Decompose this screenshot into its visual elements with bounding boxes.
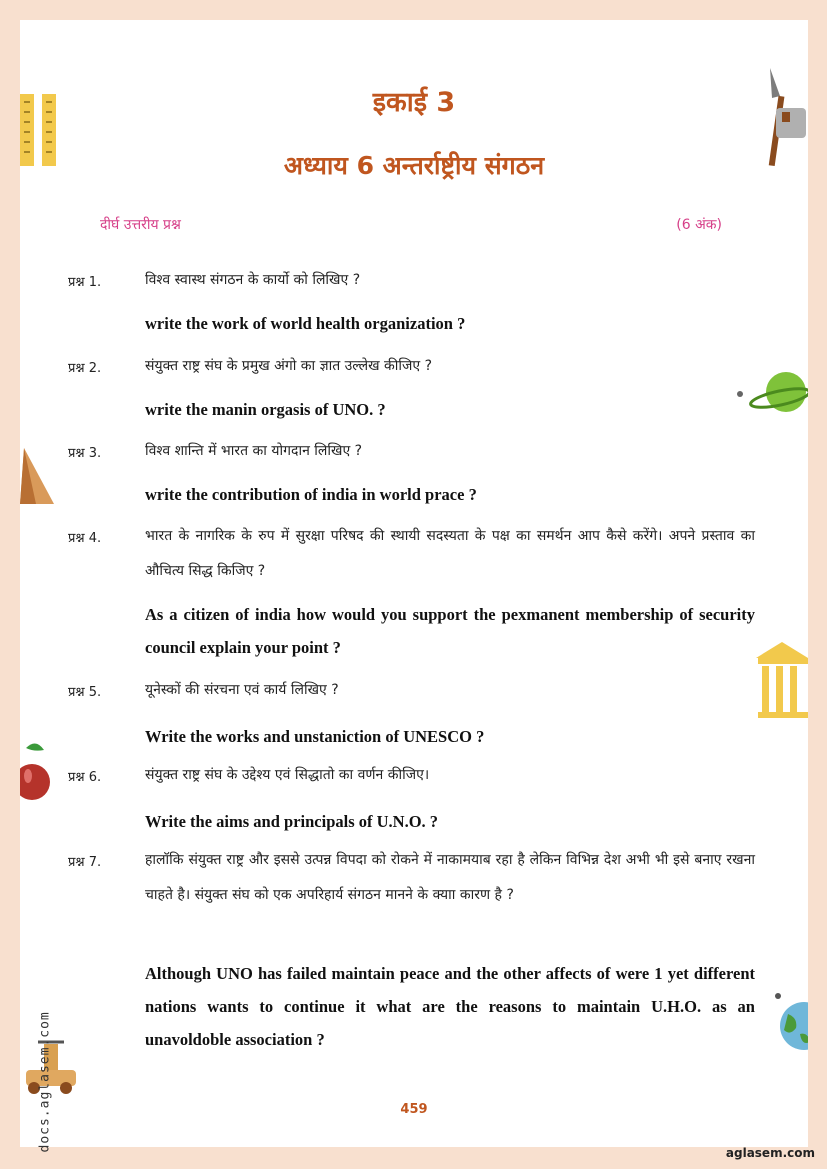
- page-number: 459: [400, 1102, 428, 1117]
- question-english: write the work of world health organization ?: [145, 314, 466, 333]
- question-1: [68, 272, 758, 342]
- question-english: As a citizen of india how would you support the pexmanent membership of security council explain your point ?: [145, 605, 755, 657]
- question-hindi: भारत के नागरिक के रुप में सुरक्षा परिषद की स्थायी सदस्यता के पक्ष का समर्थन आप कैसे करेंगे। अपने प्रस्ताव का औचित्य सिद्ध किजिए ?: [145, 528, 755, 579]
- question-hindi: संयुक्त राष्ट्र संघ के उद्देश्य एवं सिद्धातो का वर्णन कीजिए।: [145, 767, 430, 783]
- brand-link[interactable]: aglasem.com: [725, 1146, 815, 1160]
- question-number: प्रश्न 6.: [68, 770, 102, 785]
- question-hindi: विश्व शान्ति में भारत का योगदान लिखिए ?: [145, 443, 363, 459]
- question-english: Although UNO has failed maintain peace and the other affects of were 1 yet different nations wants to continue it what are the reasons to maintain U.H.O. as an unavoldoble association ?: [145, 964, 755, 1049]
- question-number: प्रश्न 2.: [68, 361, 102, 376]
- question-5: [68, 682, 758, 752]
- question-english: write the manin orgasis of UNO. ?: [145, 400, 386, 419]
- question-4: [68, 528, 758, 668]
- chapter-title: अध्याय 6 अन्तर्राष्ट्रीय संगठन: [283, 151, 545, 180]
- section-label: दीर्घ उत्तरीय प्रश्न: [100, 217, 181, 233]
- pyramid-icon: [20, 448, 56, 506]
- question-hindi: संयुक्त राष्ट्र संघ के प्रमुख अंगो का ज्ञात उल्लेख कीजिए ?: [145, 358, 433, 374]
- question-english: Write the works and unstaniction of UNESCO ?: [145, 727, 485, 746]
- question-3: [68, 443, 758, 513]
- question-hindi: यूनेस्कों की संरचना एवं कार्य लिखिए ?: [145, 682, 339, 698]
- side-watermark: docs.aglasem.com: [37, 1011, 53, 1153]
- question-number: प्रश्न 7.: [68, 855, 102, 870]
- unit-title: इकाई 3: [372, 87, 456, 118]
- question-english: Write the aims and principals of U.N.O. ?: [145, 812, 439, 831]
- apple-fruit-icon: [20, 740, 54, 808]
- question-2: [68, 358, 758, 428]
- question-7: [68, 852, 758, 1062]
- question-hindi: विश्व स्वास्थ संगठन के कार्यो को लिखिए ?: [145, 272, 361, 288]
- question-6: [68, 767, 758, 837]
- temple-columns-icon: [756, 642, 808, 718]
- marks-label: (6 अंक): [676, 217, 722, 233]
- globe-icon: [774, 992, 808, 1050]
- document-page: [20, 20, 808, 1147]
- question-english: write the contribution of india in world prace ?: [145, 485, 477, 504]
- question-number: प्रश्न 3.: [68, 446, 102, 461]
- question-hindi: हालॉकि संयुक्त राष्ट्र और इससे उत्पन्न विपदा को रोकने में नाकामयाब रहा है लेकिन विभिन्न देश अभी भी इसे बनाए रखना चाहते है। संयुक्त संघ को एक अपरिहार्य संगठन मानने के क्याा कारण है ?: [145, 852, 755, 903]
- question-number: प्रश्न 1.: [68, 275, 102, 290]
- question-number: प्रश्न 4.: [68, 531, 102, 546]
- question-number: प्रश्न 5.: [68, 685, 102, 700]
